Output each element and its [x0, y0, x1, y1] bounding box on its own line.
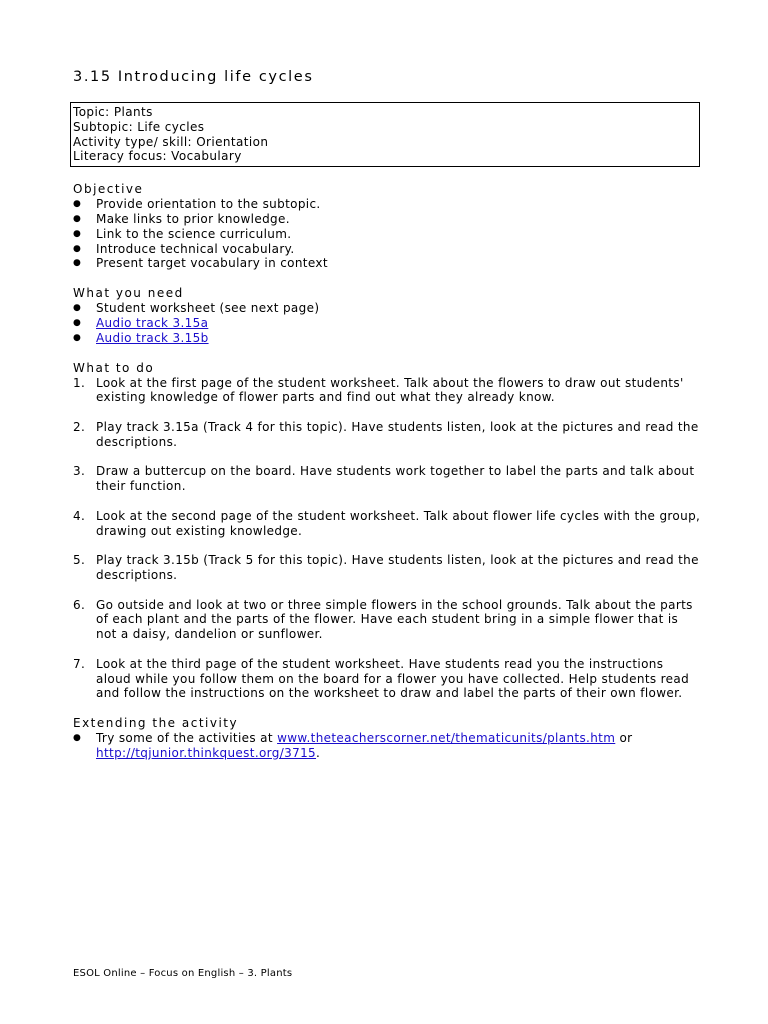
audio-track-3-15a-link[interactable]: Audio track 3.15a [96, 315, 209, 330]
bullet-icon: ● [73, 733, 82, 744]
page-footer: ESOL Online – Focus on English – 3. Plants [73, 968, 293, 979]
audio-track-3-15b-link[interactable]: Audio track 3.15b [96, 330, 209, 345]
what-you-need-list [73, 301, 701, 345]
step-number: 1. [73, 375, 86, 390]
extending-middle: or [615, 731, 633, 746]
bullet-icon: ● [73, 228, 82, 239]
step-text: Draw a buttercup on the board. Have students work together to label the parts and talk about their function. [96, 464, 695, 494]
step-number: 6. [73, 597, 86, 612]
page-title: 3.15 Introducing life cycles [73, 69, 314, 85]
step-number: 3. [73, 464, 86, 479]
step-text: Look at the first page of the student worksheet. Talk about the flowers to draw out students' existing knowledge of flower parts and find out what they already know. [96, 375, 684, 405]
step-text: Look at the third page of the student worksheet. Have students read you the instructions aloud while you follow them on the board for a flower you have collected. Help students read and follow the instructions on the worksheet to draw and label the parts of their own flower. [96, 656, 690, 701]
step-number: 7. [73, 656, 86, 671]
teachers-corner-link[interactable]: www.theteacherscorner.net/thematicunits/plants.htm [277, 731, 616, 746]
topic-line: Topic: Plants [73, 105, 153, 119]
subtopic-line: Subtopic: Life cycles [73, 119, 205, 134]
objective-list [73, 197, 701, 271]
what-you-need-section [73, 286, 701, 345]
step-number: 2. [73, 419, 86, 434]
spacer [73, 167, 701, 182]
extending-heading: Extending the activity [73, 716, 239, 731]
list-item-text: Student worksheet (see next page) [96, 301, 320, 316]
list-item-text: Introduce technical vocabulary. [96, 241, 295, 256]
document-page [73, 68, 701, 761]
list-item [73, 197, 701, 212]
list-item-text: Provide orientation to the subtopic. [96, 197, 321, 212]
step-text: Look at the second page of the student worksheet. Talk about flower life cycles with the group, drawing out existing knowledge. [96, 508, 701, 538]
objective-heading: Objective [73, 182, 144, 197]
bullet-icon: ● [73, 332, 82, 343]
bullet-icon: ● [73, 213, 82, 224]
what-you-need-heading: What you need [73, 286, 184, 301]
list-item [73, 256, 701, 271]
objective-section [73, 182, 701, 271]
extending-list [73, 731, 701, 761]
list-item-text: Present target vocabulary in context [96, 256, 328, 271]
step-item [73, 420, 701, 450]
topic-info-box [70, 102, 700, 167]
thinkquest-link[interactable]: http://tqjunior.thinkquest.org/3715 [96, 745, 317, 760]
literacy-focus-line: Literacy focus: Vocabulary [73, 149, 242, 164]
bullet-icon: ● [73, 258, 82, 269]
what-to-do-section [73, 361, 701, 702]
list-item [73, 227, 701, 242]
list-item-text: Make links to prior knowledge. [96, 211, 290, 226]
what-to-do-heading: What to do [73, 360, 155, 375]
step-text: Play track 3.15b (Track 5 for this topic). Have students listen, look at the pictures and read the descriptions. [96, 553, 699, 582]
list-item [73, 731, 701, 761]
spacer [73, 271, 701, 286]
bullet-icon: ● [73, 243, 82, 254]
step-number: 4. [73, 508, 86, 523]
list-item [73, 301, 701, 316]
extending-section [73, 716, 701, 761]
bullet-icon: ● [73, 317, 82, 328]
what-to-do-steps [73, 376, 701, 702]
bullet-icon: ● [73, 303, 82, 314]
spacer [73, 346, 701, 361]
step-item [73, 464, 701, 494]
list-item [73, 331, 701, 346]
extending-suffix: . [316, 745, 321, 760]
step-text: Play track 3.15a (Track 4 for this topic). Have students listen, look at the pictures and read the descriptions. [96, 419, 699, 449]
spacer [73, 701, 701, 716]
step-item [73, 657, 701, 701]
list-item-text: Link to the science curriculum. [96, 226, 292, 241]
bullet-icon: ● [73, 199, 82, 210]
step-item [73, 509, 701, 539]
activity-type-line: Activity type/ skill: Orientation [73, 134, 269, 149]
list-item [73, 316, 701, 331]
step-item [73, 376, 701, 406]
step-number: 5. [73, 553, 86, 568]
list-item [73, 212, 701, 227]
extending-prefix: Try some of the activities at [96, 731, 278, 746]
step-item [73, 553, 701, 583]
list-item [73, 242, 701, 257]
step-item [73, 598, 701, 642]
step-text: Go outside and look at two or three simple flowers in the school grounds. Talk about the parts of each plant and the parts of the flower. Have each student bring in a simple flower that is not a daisy, dandelion or sunflower. [96, 597, 693, 642]
